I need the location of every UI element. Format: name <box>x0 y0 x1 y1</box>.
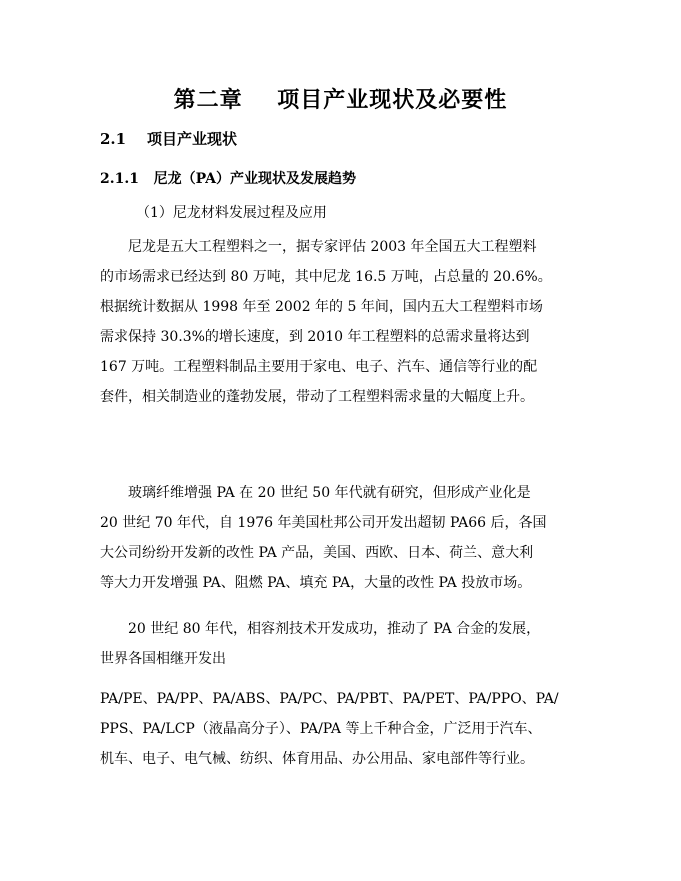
paragraph-line: 大公司纷纷开发新的改性 PA 产品，美国、西欧、日本、荷兰、意大利 <box>100 545 534 561</box>
paragraph-line: 167 万吨。工程塑料制品主要用于家电、电子、汽车、通信等行业的配 <box>100 359 538 375</box>
paragraph-nylon-market <box>100 232 584 412</box>
paragraph-line: 套件，相关制造业的蓬勃发展，带动了工程塑料需求量的大幅度上升。 <box>100 389 534 405</box>
paragraph-compatibilizer <box>100 614 584 674</box>
paragraph-line: 需求保持 30.3%的增长速度，到 2010 年工程塑料的总需求量将达到 <box>100 329 530 345</box>
paragraph-line: 世界各国相继开发出 <box>100 651 226 667</box>
paragraph-pa-alloys <box>100 684 584 774</box>
paragraph-line: 20 世纪 70 年代，自 1976 年美国杜邦公司开发出超韧 PA66 后，各国 <box>100 515 547 531</box>
paragraph-glass-fiber-pa <box>100 478 584 598</box>
paragraph-line: PPS、PA/LCP（液晶高分子）、PA/PA 等上千种合金，广泛用于汽车、 <box>100 721 542 737</box>
paragraph-line: 根据统计数据从 1998 年至 2002 年的 5 年间，国内五大工程塑料市场 <box>100 299 543 315</box>
subsection-heading: 2.1.1 尼龙（PA）产业现状及发展趋势 <box>100 171 356 187</box>
paragraph-line: 机车、电子、电气械、纺织、体育用品、办公用品、家电部件等行业。 <box>100 751 534 767</box>
paragraph-line: 尼龙是五大工程塑料之一，据专家评估 2003 年全国五大工程塑料 <box>128 239 537 255</box>
sub-item-heading: （1）尼龙材料发展过程及应用 <box>136 205 327 221</box>
paragraph-line: 等大力开发增强 PA、阻燃 PA、填充 PA，大量的改性 PA 投放市场。 <box>100 575 532 591</box>
paragraph-line: 20 世纪 80 年代，相容剂技术开发成功，推动了 PA 合金的发展， <box>128 621 541 637</box>
paragraph-line: 的市场需求已经达到 80 万吨，其中尼龙 16.5 万吨，占总量的 20.6%。 <box>100 269 552 285</box>
paragraph-line: 玻璃纤维增强 PA 在 20 世纪 50 年代就有研究，但形成产业化是 <box>128 485 531 501</box>
section-heading: 2.1 项目产业现状 <box>100 130 237 148</box>
chapter-title: 第二章 项目产业现状及必要性 <box>173 87 508 113</box>
paragraph-line: PA/PE、PA/PP、PA/ABS、PA/PC、PA/PBT、PA/PET、PA/PPO、PA/ <box>100 691 559 707</box>
